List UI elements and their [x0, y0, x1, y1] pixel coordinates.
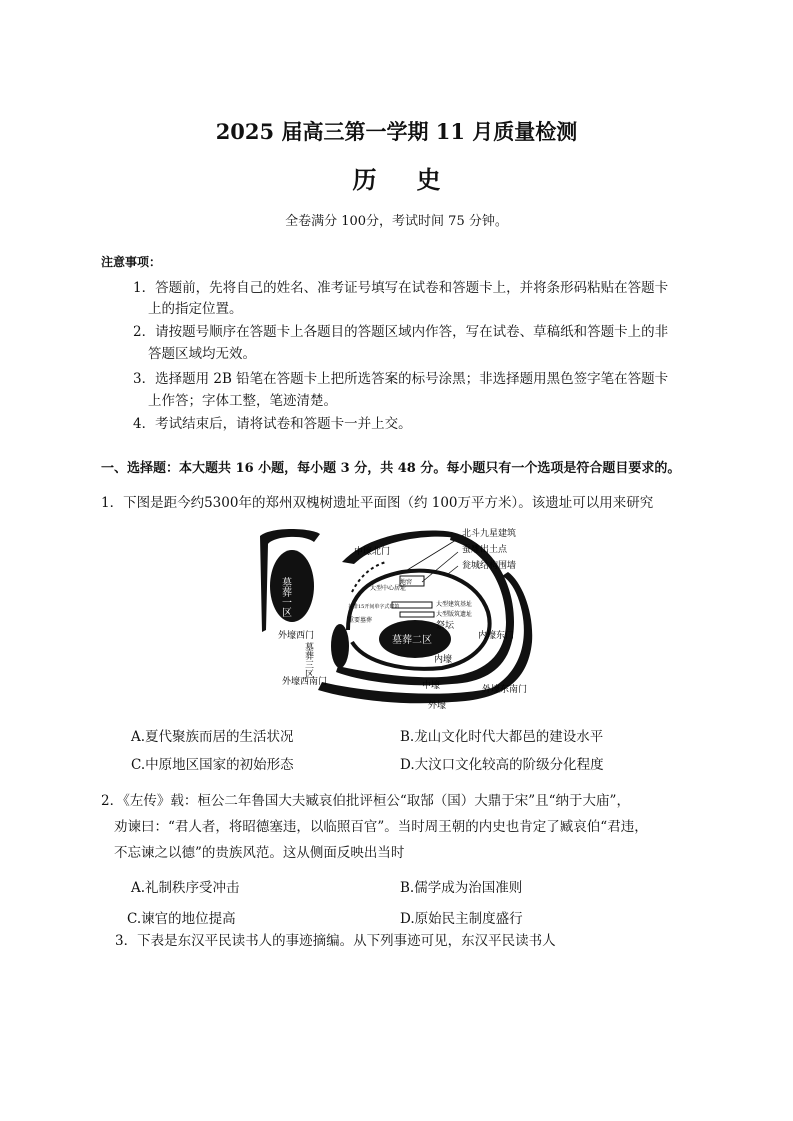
label-rows: 并排15开间单字式建筑	[348, 604, 400, 610]
note-2-line-1: 2．请按题号顺序在答题卡上各题目的答题区域内作答，写在试卷、草稿纸和答题卡上的非	[133, 324, 669, 340]
question-1-option-c: C.中原地区国家的初始形态	[131, 757, 294, 773]
question-2-option-c: C.谏官的地位提高	[127, 911, 236, 927]
question-3-stem: 3．下表是东汉平民读书人的事迹摘编。从下列事迹可见，东汉平民读书人	[115, 933, 556, 949]
pointer-line	[404, 540, 456, 572]
label-altar: 祭坛	[436, 621, 455, 631]
question-1-option-b: B.龙山文化时代大都邑的建设水平	[400, 729, 604, 745]
question-1-option-a: A.夏代聚族而居的生活状况	[131, 729, 294, 745]
pointer-line	[448, 566, 458, 574]
note-4: 4．考试结束后，请将试卷和答题卡一并上交。	[133, 416, 412, 432]
question-2-line-1: 2．《左传》载：桓公二年鲁国大夫臧哀伯批评桓公“取郜（国）大鼎于宋”且“纳于大庙”，	[101, 793, 630, 809]
note-3-line-1: 3．选择题用 2B 铅笔在答题卡上把所选答案的标号涂黑；非选择题用黑色签字笔在答题卡	[133, 371, 669, 387]
notes-title: 注意事项：	[101, 255, 162, 269]
label-cancun: 蚕雕出土点	[462, 545, 508, 555]
note-1-line-2: 上的指定位置。	[148, 301, 243, 317]
label-wengcheng: 瓮城结构围墙	[462, 561, 517, 571]
note-1-line-1: 1．答题前，先将自己的姓名、准考证号填写在试卷和答题卡上，并将条形码粘贴在答题卡	[133, 280, 669, 296]
platform-structure	[400, 612, 434, 617]
label-southeast-gate: 外壕东南门	[482, 685, 528, 695]
label-cemetery-1: 墓葬一区	[279, 577, 291, 617]
question-1-stem: 1．下图是距今约5300年的郑州双槐树遗址平面图（约 100万平方米）。该遗址可以用来研究	[101, 495, 654, 511]
note-2-line-2: 答题区域均无效。	[148, 346, 256, 362]
note-3-line-2: 上作答；字体工整，笔迹清楚。	[148, 393, 337, 409]
label-big-platform: 大型版筑遗址	[436, 611, 473, 618]
label-outer: 外壕	[428, 701, 447, 711]
label-southwest-gate: 外壕西南门	[282, 677, 328, 687]
subject-title: 历史	[352, 165, 481, 194]
label-inner: 内壕	[434, 655, 453, 665]
question-1-option-d: D.大汶口文化较高的阶级分化程度	[400, 757, 604, 773]
exam-title: 2025 届高三第一学期 11 月质量检测	[215, 119, 578, 144]
cemetery-3-area	[331, 624, 349, 668]
label-cemetery-3: 墓葬三区	[303, 642, 313, 678]
question-2-option-b: B.儒学成为治国准则	[400, 880, 523, 896]
label-zhonghao-north: 中壕北门	[354, 547, 391, 557]
exam-meta: 全卷满分 100分，考试时间 75 分钟。	[285, 214, 508, 229]
label-cemetery-2: 墓葬二区	[392, 635, 432, 646]
cemetery-1-area	[270, 550, 314, 622]
label-middle: 中壕	[422, 681, 441, 691]
section-1-title: 一、选择题：本大题共 16 小题，每小题 3 分，共 48 分。每小题只有一个选项是符合题目要求的。	[101, 461, 681, 476]
site-plan-map	[252, 522, 537, 712]
question-2-option-d: D.原始民主制度盛行	[400, 911, 523, 927]
question-2-option-a: A.礼制秩序受冲击	[131, 880, 240, 896]
label-beidou: 北斗九星建筑	[462, 529, 517, 539]
label-big-building: 大型建筑基址	[436, 601, 473, 608]
question-2-line-3: 不忘谏之以德”的贵族风范。这从侧面反映出当时	[114, 845, 405, 861]
label-center: 大型中心居址	[370, 585, 407, 592]
label-dijiao: 地窖	[400, 579, 413, 586]
label-inner-east-gate: 内壕东门	[478, 631, 515, 641]
question-2-line-2: 劝谏曰：“君人者，将昭德塞违，以临照百官”。当时周王朝的内史也肯定了臧哀伯“君违，	[114, 819, 648, 835]
label-west-gate: 外壕西门	[278, 631, 315, 641]
label-important-tomb: 重要墓葬	[348, 617, 373, 624]
